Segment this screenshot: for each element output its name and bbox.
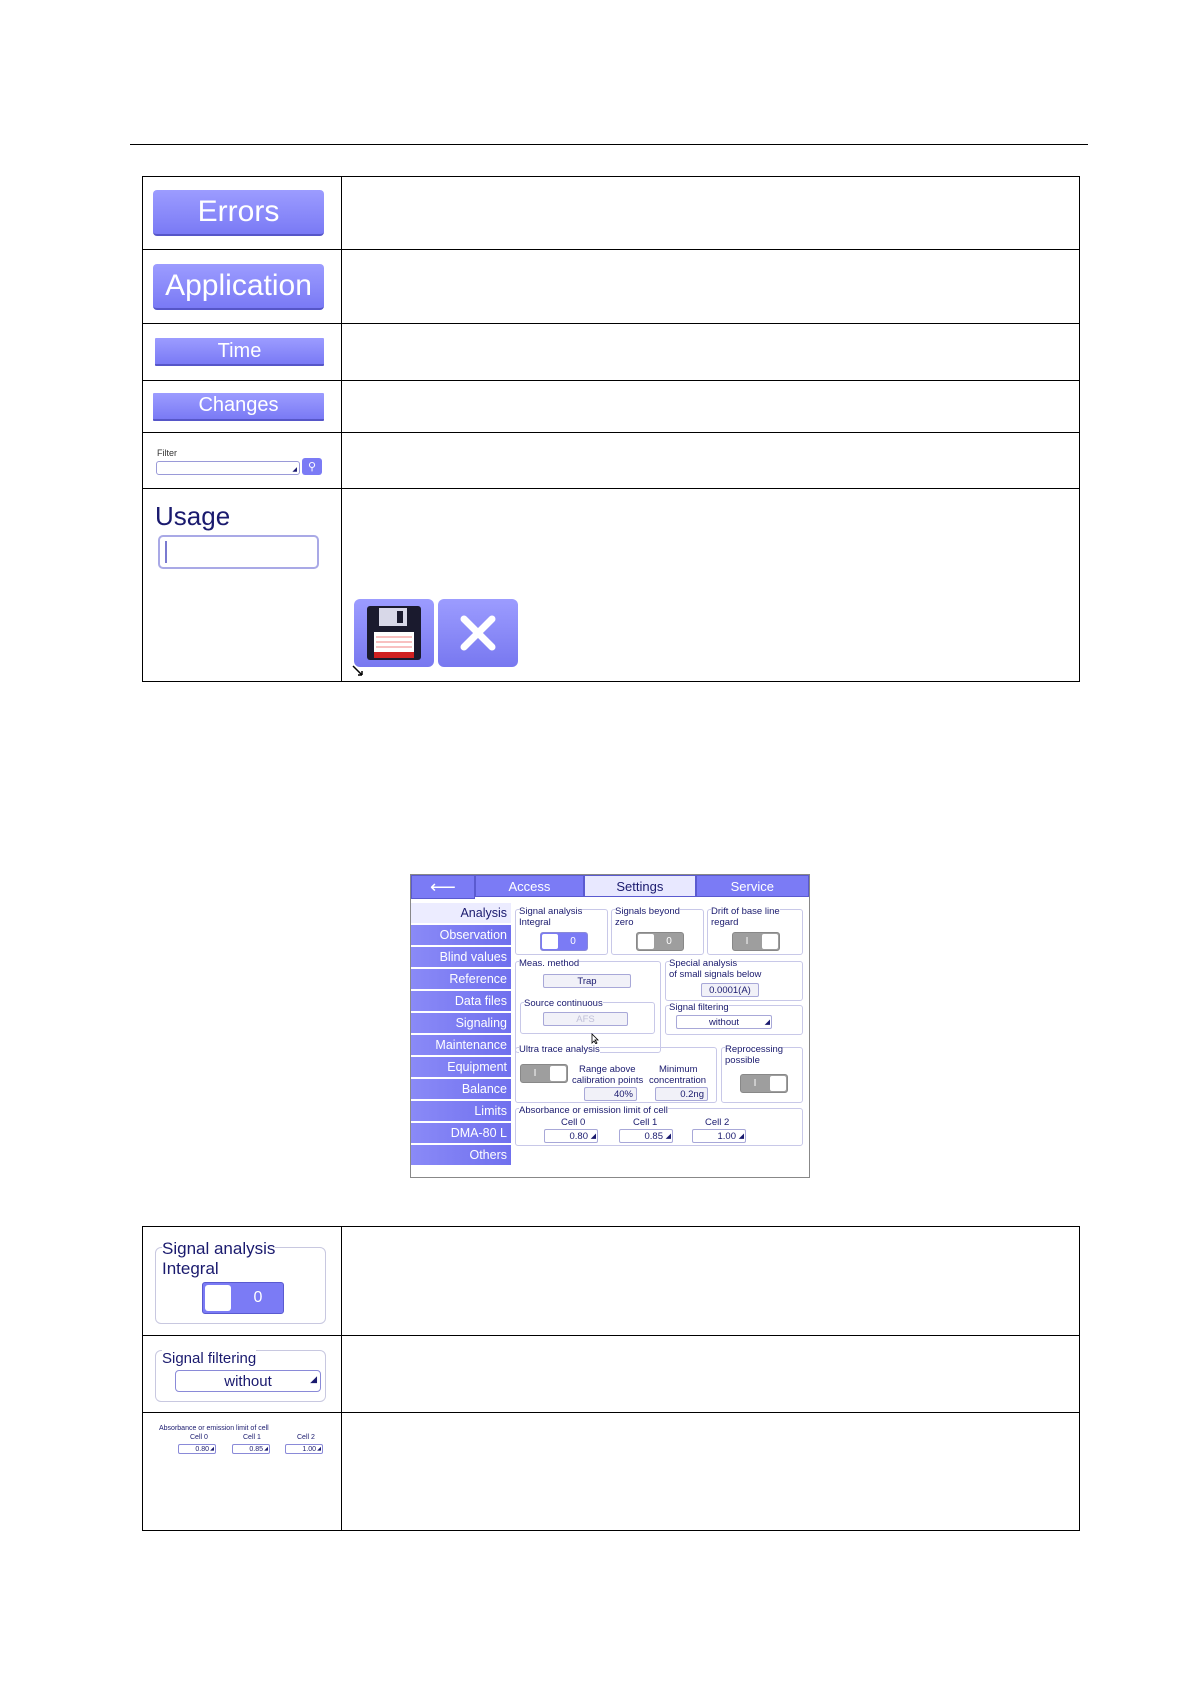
sidebar-item-limits[interactable]: Limits bbox=[411, 1101, 511, 1121]
signal-analysis-toggle[interactable]: 0 bbox=[540, 932, 588, 951]
special-analysis-field[interactable]: 0.0001(A) bbox=[701, 983, 759, 997]
cell-2-label: Cell 2 bbox=[705, 1117, 730, 1128]
source-continuous-label: Source continuous bbox=[524, 998, 603, 1009]
reprocessing-group bbox=[721, 1044, 803, 1103]
sidebar-item-observation[interactable]: Observation bbox=[411, 925, 511, 945]
table-row bbox=[143, 1336, 1080, 1413]
meas-method-group bbox=[515, 958, 661, 1053]
regard-label: regard bbox=[711, 917, 739, 928]
settings-screenshot bbox=[410, 874, 810, 1178]
signals-beyond-zero-toggle[interactable]: 0 bbox=[636, 932, 684, 951]
absorbance-title: Absorbance or emission limit of cell bbox=[159, 1425, 269, 1432]
header-rule bbox=[130, 144, 1088, 145]
integral-label: Integral bbox=[519, 917, 551, 928]
special-analysis-group bbox=[665, 958, 803, 1001]
reprocessing-toggle[interactable]: I bbox=[740, 1074, 788, 1093]
cell-2-field[interactable]: 1.00 ◢ bbox=[285, 1444, 323, 1454]
cursor-icon bbox=[352, 665, 364, 677]
search-icon: ⚲ bbox=[307, 460, 317, 473]
dropdown-arrow-icon: ◢ bbox=[590, 1133, 596, 1140]
close-icon bbox=[458, 613, 498, 653]
signal-analysis-title: Signal analysis Integral bbox=[162, 1239, 276, 1278]
arrow-left-icon: ⟵ bbox=[429, 876, 456, 897]
small-signals-label: of small signals below bbox=[669, 969, 762, 980]
signal-analysis-toggle[interactable]: 0 bbox=[202, 1282, 284, 1314]
tab-service[interactable]: Service bbox=[696, 875, 809, 897]
table-row bbox=[143, 324, 1080, 381]
signal-analysis-label: Signal analysis bbox=[519, 906, 583, 917]
cell-0-field[interactable]: 0.80 ◢ bbox=[178, 1444, 216, 1454]
application-button[interactable]: Application bbox=[153, 264, 324, 310]
table-row bbox=[143, 250, 1080, 324]
ui-elements-table bbox=[142, 176, 1080, 682]
table-row bbox=[143, 433, 1080, 489]
errors-button[interactable]: Errors bbox=[153, 190, 324, 236]
tab-access[interactable]: Access bbox=[475, 875, 584, 897]
signal-filtering-group bbox=[665, 1002, 803, 1035]
possible-label: possible bbox=[725, 1055, 760, 1066]
table-row bbox=[143, 381, 1080, 433]
tab-settings[interactable]: Settings bbox=[584, 875, 695, 897]
table-row bbox=[143, 489, 1080, 682]
dropdown-arrow-icon: ◢ bbox=[292, 466, 297, 473]
cell-1-label: Cell 1 bbox=[633, 1117, 658, 1128]
cancel-button[interactable] bbox=[438, 599, 518, 667]
sidebar-item-balance[interactable]: Balance bbox=[411, 1079, 511, 1099]
filter-control bbox=[143, 434, 341, 488]
zero-label: zero bbox=[615, 917, 634, 928]
settings-elements-table bbox=[142, 1226, 1080, 1531]
dropdown-arrow-icon: ◢ bbox=[764, 1019, 770, 1026]
search-button[interactable] bbox=[302, 458, 322, 475]
sidebar-item-data-files[interactable]: Data files bbox=[411, 991, 511, 1011]
signal-analysis-group bbox=[515, 906, 608, 955]
source-continuous-group bbox=[520, 998, 655, 1034]
sidebar-item-signaling[interactable]: Signaling bbox=[411, 1013, 511, 1033]
filter-label: Filter bbox=[157, 447, 177, 458]
sidebar-item-reference[interactable]: Reference bbox=[411, 969, 511, 989]
drift-label: Drift of base line bbox=[711, 906, 780, 917]
ultra-trace-toggle[interactable]: I bbox=[520, 1064, 568, 1083]
back-button[interactable] bbox=[411, 875, 475, 899]
signals-beyond-zero-group bbox=[611, 906, 704, 955]
concentration-label: concentration bbox=[649, 1075, 707, 1086]
save-button[interactable] bbox=[354, 599, 434, 667]
cell-2-label: Cell 2 bbox=[297, 1434, 315, 1441]
cell-0-field[interactable]: 0.80 ◢ bbox=[544, 1129, 598, 1143]
signal-filtering-title: Signal filtering bbox=[162, 1350, 257, 1367]
dropdown-arrow-icon: ◢ bbox=[665, 1133, 671, 1140]
table-row bbox=[143, 1227, 1080, 1336]
cell-0-label: Cell 0 bbox=[561, 1117, 586, 1128]
minimum-concentration-field[interactable]: 0.2ng bbox=[655, 1087, 708, 1101]
ultra-trace-group bbox=[515, 1044, 717, 1103]
dropdown-arrow-icon: ◢ bbox=[317, 1446, 321, 1452]
floppy-disk-icon bbox=[365, 604, 423, 662]
minimum-label: Minimum bbox=[659, 1064, 698, 1075]
signal-filtering-select[interactable]: without ◢ bbox=[676, 1015, 772, 1029]
absorbance-label: Absorbance or emission limit of cell bbox=[519, 1105, 668, 1116]
cell-1-field[interactable]: 0.85 ◢ bbox=[232, 1444, 270, 1454]
sidebar-item-others[interactable]: Others bbox=[411, 1145, 511, 1165]
signal-filtering-label: Signal filtering bbox=[669, 1002, 729, 1013]
sidebar-item-maintenance[interactable]: Maintenance bbox=[411, 1035, 511, 1055]
range-above-label: Range above bbox=[579, 1064, 636, 1075]
drift-base-line-group bbox=[707, 906, 803, 955]
meas-method-label: Meas. method bbox=[519, 958, 580, 969]
cell-1-field[interactable]: 0.85 ◢ bbox=[619, 1129, 673, 1143]
time-button[interactable]: Time bbox=[155, 338, 324, 366]
dropdown-arrow-icon: ◢ bbox=[264, 1446, 268, 1452]
usage-input[interactable] bbox=[158, 535, 319, 569]
ultra-trace-label: Ultra trace analysis bbox=[519, 1044, 600, 1055]
changes-button[interactable]: Changes bbox=[153, 393, 324, 421]
calibration-points-label: calibration points bbox=[572, 1075, 644, 1086]
meas-method-field[interactable]: Trap bbox=[543, 974, 631, 988]
sidebar-item-blind-values[interactable]: Blind values bbox=[411, 947, 511, 967]
reprocessing-label: Reprocessing bbox=[725, 1044, 784, 1055]
sidebar-item-equipment[interactable]: Equipment bbox=[411, 1057, 511, 1077]
signals-beyond-label: Signals beyond bbox=[615, 906, 680, 917]
usage-title: Usage bbox=[155, 501, 231, 531]
dropdown-arrow-icon: ◢ bbox=[210, 1446, 214, 1452]
signal-filtering-select[interactable]: without ◢ bbox=[175, 1370, 321, 1392]
filter-input[interactable] bbox=[156, 461, 300, 475]
cell-1-label: Cell 1 bbox=[243, 1434, 261, 1441]
dropdown-arrow-icon: ◢ bbox=[310, 1374, 317, 1384]
drift-toggle[interactable]: I bbox=[732, 932, 780, 951]
sidebar-item-dma-80-l[interactable]: DMA-80 L bbox=[411, 1123, 511, 1143]
cell-0-label: Cell 0 bbox=[190, 1434, 208, 1441]
special-analysis-label: Special analysis bbox=[669, 958, 738, 969]
dropdown-arrow-icon: ◢ bbox=[738, 1133, 744, 1140]
table-row bbox=[143, 177, 1080, 250]
source-continuous-field[interactable]: AFS bbox=[543, 1012, 628, 1026]
range-above-field[interactable]: 40% bbox=[584, 1087, 637, 1101]
table-row bbox=[143, 1413, 1080, 1531]
sidebar bbox=[411, 903, 511, 1167]
top-tab-bar bbox=[411, 875, 809, 899]
absorbance-group bbox=[515, 1105, 803, 1146]
sidebar-item-analysis[interactable]: Analysis bbox=[411, 903, 511, 923]
cell-2-field[interactable]: 1.00 ◢ bbox=[692, 1129, 746, 1143]
